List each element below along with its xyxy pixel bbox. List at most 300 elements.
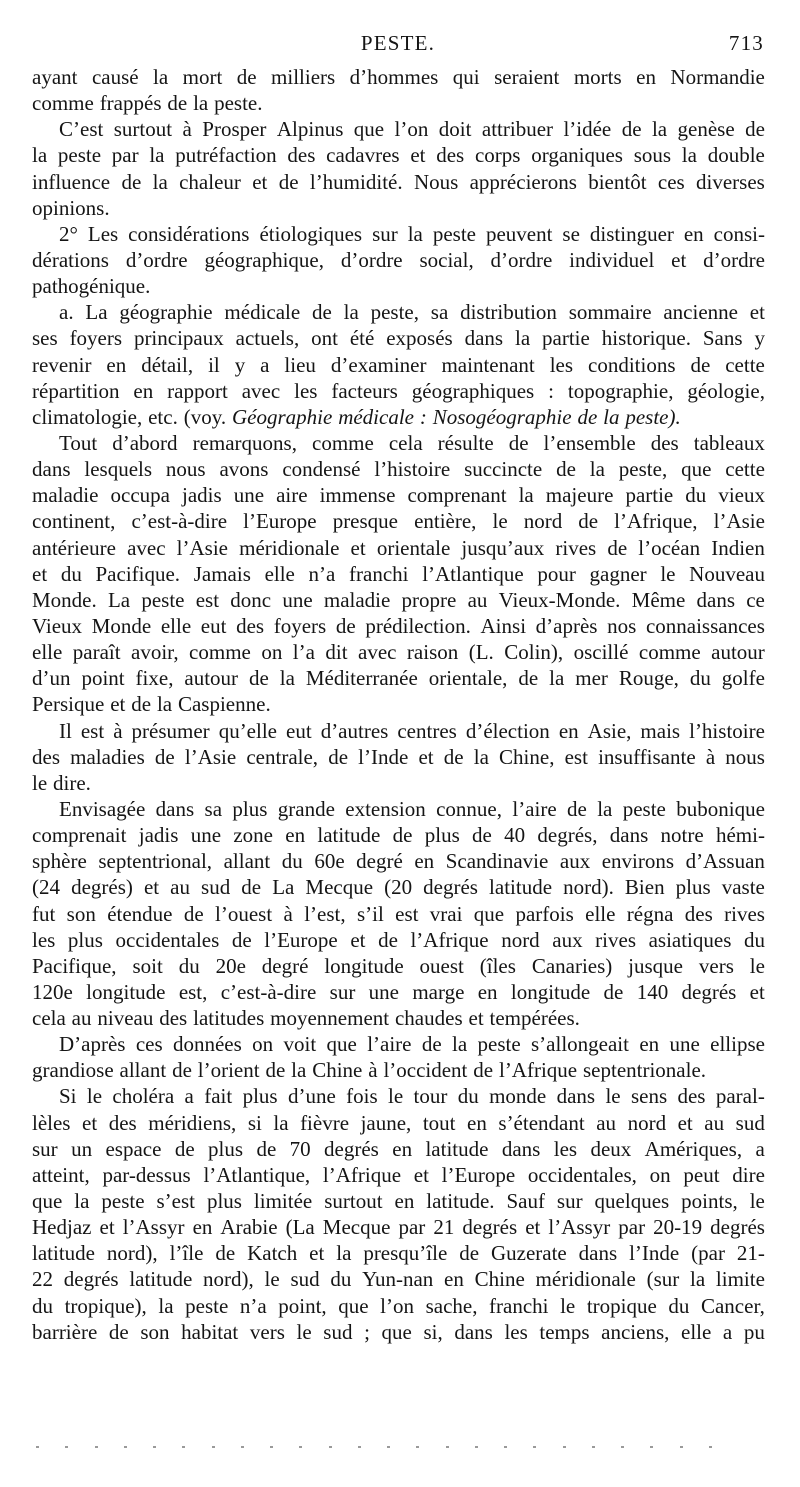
- word: Scandinavie: [445, 849, 549, 874]
- word: facteurs: [331, 378, 398, 403]
- word: nord),: [203, 1267, 254, 1292]
- word: que: [473, 901, 505, 926]
- text-line: [32, 770, 765, 796]
- text-line: [32, 796, 765, 822]
- word: jusqu’aux: [461, 535, 545, 560]
- word: de: [518, 666, 539, 691]
- word: plus: [424, 823, 460, 848]
- word: à: [283, 901, 293, 926]
- word: peste: [477, 1032, 521, 1057]
- word: et: [671, 247, 687, 272]
- word: degrés: [423, 875, 478, 900]
- word: peste: [101, 1189, 145, 1214]
- word: et: [110, 692, 126, 717]
- word: tour: [413, 1084, 448, 1109]
- text-line: [32, 1005, 765, 1031]
- word: elle: [585, 901, 616, 926]
- word: Alpinus: [276, 117, 344, 142]
- word: morts: [573, 65, 622, 89]
- word: nord: [501, 927, 540, 952]
- word: en: [133, 378, 154, 403]
- word: zone: [233, 823, 273, 848]
- word: hémi-: [715, 823, 765, 848]
- word: l’ouest: [215, 901, 273, 926]
- word: du: [457, 1084, 479, 1109]
- word: du: [32, 1293, 53, 1318]
- word: deux: [590, 1136, 632, 1161]
- word: Indien: [711, 535, 765, 560]
- word: dans: [464, 326, 504, 351]
- word: nous: [725, 744, 765, 769]
- word: avons: [219, 457, 269, 482]
- word: et: [350, 535, 366, 560]
- word: à: [705, 744, 716, 769]
- word: le: [492, 509, 508, 534]
- word: marge: [412, 979, 465, 1004]
- word: 20-19: [653, 1215, 703, 1240]
- word: et: [82, 1110, 98, 1135]
- text-line: [32, 953, 765, 979]
- word: de: [328, 744, 349, 769]
- word: Chine: [474, 1267, 525, 1292]
- word: la: [473, 744, 489, 769]
- word: la: [603, 404, 620, 429]
- word: Arabie: [220, 1215, 278, 1240]
- word: la: [518, 483, 534, 508]
- word: une: [282, 587, 313, 612]
- word: jusque: [628, 953, 683, 978]
- word: sache,: [425, 1293, 478, 1318]
- word: et: [677, 1110, 693, 1135]
- word: Cancer,: [700, 1293, 765, 1318]
- word: de: [154, 744, 175, 769]
- word: la: [681, 143, 697, 168]
- word: tempérées.: [489, 1006, 580, 1031]
- word: de: [378, 927, 398, 952]
- text-line: [32, 718, 765, 744]
- word: dit: [325, 640, 348, 665]
- word: attribuer: [481, 117, 554, 142]
- word: de: [236, 65, 257, 89]
- word: occupa: [110, 483, 170, 508]
- word: dérations: [32, 247, 109, 272]
- word: Envisagée: [59, 796, 146, 821]
- word: entière,: [414, 509, 477, 534]
- word: une: [368, 979, 399, 1004]
- word: de: [278, 169, 299, 194]
- word: Les: [87, 221, 119, 246]
- word: moyennement: [270, 1006, 390, 1031]
- word: consi-: [713, 221, 765, 246]
- word: autour: [711, 640, 765, 665]
- word: Monde: [91, 613, 152, 638]
- text-line: [32, 1136, 765, 1162]
- word: l’aire: [512, 796, 557, 821]
- word: grande: [277, 796, 335, 821]
- word: la: [549, 666, 565, 691]
- word: la: [407, 221, 423, 246]
- word: Guzerate: [490, 1241, 567, 1266]
- word: en: [106, 352, 127, 377]
- word: d’Assuan: [685, 849, 765, 874]
- word: du: [668, 1293, 690, 1318]
- word: peste: [185, 1293, 229, 1318]
- word: y: [754, 326, 765, 351]
- text-line: [32, 221, 765, 247]
- word: lèles: [32, 1110, 71, 1135]
- word: Nosogéographie: [432, 404, 572, 429]
- word: peste: [432, 221, 476, 246]
- text-line: [32, 508, 765, 534]
- word: dans: [32, 457, 71, 482]
- word: opinions.: [32, 195, 110, 220]
- word: et: [749, 300, 765, 325]
- word: comme: [312, 430, 374, 455]
- word: à: [113, 718, 123, 743]
- word: données: [172, 1032, 242, 1057]
- word: eut: [200, 613, 227, 638]
- word: presque: [332, 509, 398, 534]
- word: la: [514, 326, 531, 351]
- word: sens: [630, 1084, 668, 1109]
- word: actuels,: [235, 326, 300, 351]
- word: distinguer: [589, 221, 674, 246]
- text-line: [32, 665, 765, 691]
- word: au: [467, 587, 488, 612]
- word: que: [381, 1319, 412, 1344]
- word: l’Assyr: [122, 1215, 185, 1240]
- word: rives: [724, 901, 765, 926]
- word: du: [330, 1267, 352, 1292]
- word: l’Asie: [176, 535, 228, 560]
- word: ce: [746, 587, 765, 612]
- word: et: [418, 744, 434, 769]
- word: rapport: [167, 378, 228, 403]
- word: C’est: [59, 117, 104, 142]
- word: des: [108, 1110, 137, 1135]
- word: individuel: [569, 247, 655, 272]
- word: degré: [356, 849, 403, 874]
- word: il: [208, 352, 220, 377]
- word: la: [690, 1267, 706, 1292]
- word: Pacifique,: [32, 953, 117, 978]
- word: lieu: [284, 352, 316, 377]
- word: de: [556, 457, 576, 482]
- word: Amériques,: [644, 1136, 743, 1161]
- text-line: [32, 456, 765, 482]
- word: connue,: [436, 796, 502, 821]
- word: Géographie: [231, 404, 333, 429]
- word: médicale: [224, 300, 301, 325]
- word: fièvre: [300, 1110, 350, 1135]
- word: point: [81, 666, 125, 691]
- word: étiologiques: [259, 221, 363, 246]
- word: des: [677, 1084, 706, 1109]
- word: d’élection: [465, 718, 550, 743]
- word: sommaire: [568, 300, 652, 325]
- word: d’ordre: [703, 247, 765, 272]
- word: propre: [401, 587, 457, 612]
- word: elle: [160, 613, 192, 638]
- word: eut: [286, 718, 312, 743]
- word: plus: [208, 1136, 244, 1161]
- text-line: [32, 535, 765, 561]
- word: est: [564, 744, 588, 769]
- word: le: [296, 1319, 312, 1344]
- word: par: [618, 1215, 646, 1240]
- word: Bien: [624, 875, 665, 900]
- word: l’île: [169, 1241, 204, 1266]
- word: des: [236, 613, 265, 638]
- word: la: [589, 457, 605, 482]
- word: Prosper: [202, 117, 267, 142]
- word: l’Europe: [243, 509, 317, 534]
- word: ;: [364, 1319, 370, 1344]
- word: a: [755, 1136, 765, 1161]
- word: s’allongeait: [531, 1032, 629, 1057]
- word: peste: [622, 796, 666, 821]
- word: presqu’île: [363, 1241, 448, 1266]
- text-line: [32, 561, 765, 587]
- word: tout: [422, 1110, 456, 1135]
- word: Hedjaz: [32, 1215, 92, 1240]
- word: de: [421, 1032, 442, 1057]
- word: d’ordre: [340, 247, 403, 272]
- word: sur: [329, 979, 356, 1004]
- word: notre: [660, 823, 704, 848]
- word: quelques: [594, 1189, 670, 1214]
- text-line: [32, 979, 765, 1005]
- word: septentrionale.: [583, 1058, 707, 1083]
- text-line: [32, 247, 765, 273]
- word: de: [621, 117, 642, 142]
- word: ont: [311, 326, 338, 351]
- word: social,: [419, 247, 474, 272]
- word: la: [193, 91, 209, 116]
- word: pathogénique.: [32, 274, 151, 299]
- word: dans: [454, 1319, 493, 1344]
- word: été: [349, 326, 375, 351]
- word: l’Atlantique,: [203, 1162, 311, 1187]
- word: d’après: [535, 613, 598, 638]
- word: 20e: [215, 953, 246, 978]
- word: ses: [32, 326, 58, 351]
- word: la: [273, 1110, 289, 1135]
- word: à: [182, 117, 192, 142]
- word: vers: [249, 1319, 285, 1344]
- word: La: [107, 587, 131, 612]
- word: revenir: [32, 352, 92, 377]
- word: c’est-à-dire: [220, 979, 317, 1004]
- word: fait: [204, 1084, 233, 1109]
- word: gagner: [589, 561, 647, 586]
- word: causé: [91, 65, 139, 89]
- word: immense: [319, 483, 396, 508]
- word: en: [392, 1136, 413, 1161]
- text-line: [32, 169, 765, 195]
- word: l’est,: [304, 901, 346, 926]
- word: sud: [323, 1319, 353, 1344]
- word: c’est-à-dire: [131, 509, 228, 534]
- word: longitude: [324, 953, 404, 978]
- word: plus: [675, 875, 711, 900]
- word: et: [410, 143, 426, 168]
- word: elle: [681, 1319, 712, 1344]
- word: de: [183, 901, 204, 926]
- word: avec: [241, 378, 281, 403]
- word: l’Afrique: [498, 1058, 578, 1083]
- word: la: [597, 796, 613, 821]
- word: l’Inde: [629, 1241, 680, 1266]
- word: maladies: [70, 744, 145, 769]
- word: répartition: [32, 378, 120, 403]
- word: fixe,: [135, 666, 174, 691]
- word: l’Inde: [358, 744, 409, 769]
- word: principaux: [133, 326, 224, 351]
- word: rives: [555, 535, 597, 560]
- word: tropique),: [64, 1293, 147, 1318]
- word: que: [32, 1189, 63, 1214]
- word: par-dessus: [102, 1162, 191, 1187]
- word: jaune,: [360, 1110, 412, 1135]
- word: et: [99, 1215, 115, 1240]
- word: Méditerranée: [305, 666, 418, 691]
- word: degrés: [63, 1267, 119, 1292]
- word: latitude: [489, 875, 553, 900]
- word: limitée: [253, 1189, 313, 1214]
- word: Mecque: [322, 1215, 391, 1240]
- word: n’a: [239, 1293, 267, 1318]
- word: de: [745, 117, 765, 142]
- text-line: [32, 691, 765, 717]
- word: donc: [230, 587, 272, 612]
- word: surtout: [324, 1189, 383, 1214]
- word: Caspienne.: [177, 692, 271, 717]
- word: la: [279, 666, 295, 691]
- word: une: [669, 1032, 700, 1057]
- word: Si: [59, 1084, 77, 1109]
- word: que: [338, 1293, 369, 1318]
- word: les: [294, 378, 318, 403]
- word: en: [683, 221, 704, 246]
- word: ouest: [419, 953, 464, 978]
- word: La: [85, 300, 108, 325]
- word: la: [336, 1241, 352, 1266]
- word: l’on: [380, 1293, 414, 1318]
- word: nord: [627, 1110, 667, 1135]
- word: (24: [32, 875, 60, 900]
- word: d’examiner: [330, 352, 427, 377]
- word: longitude: [510, 979, 591, 1004]
- word: l’Atlantique: [422, 561, 524, 586]
- word: nos: [607, 613, 637, 638]
- word: est,: [178, 979, 208, 1004]
- word: la: [343, 300, 359, 325]
- word: fois: [346, 1084, 378, 1109]
- word: ces: [657, 169, 685, 194]
- word: frappés: [99, 91, 162, 116]
- word: comme: [638, 640, 701, 665]
- body-text: [32, 64, 765, 1345]
- word: La: [272, 875, 295, 900]
- word: le: [660, 561, 676, 586]
- word: Persique: [32, 692, 105, 717]
- word: a: [260, 352, 270, 377]
- word: corps: [474, 143, 521, 168]
- word: sphère: [32, 849, 87, 874]
- word: franchi: [349, 561, 409, 586]
- word: en: [444, 1267, 464, 1292]
- word: aux: [552, 927, 583, 952]
- word: Chine: [312, 1058, 363, 1083]
- word: organiques: [531, 143, 623, 168]
- word: longitude: [86, 979, 166, 1004]
- word: la: [452, 1032, 468, 1057]
- word: centres: [397, 718, 457, 743]
- word: (par: [691, 1241, 725, 1266]
- word: condensé: [282, 457, 361, 482]
- word: du: [60, 561, 82, 586]
- word: étendue: [107, 901, 173, 926]
- word: en: [192, 1215, 213, 1240]
- word: une: [233, 483, 265, 508]
- word: qu’elle: [218, 718, 277, 743]
- word: l’humidité.: [309, 169, 403, 194]
- word: orientale: [376, 535, 451, 560]
- word: et: [468, 1006, 484, 1031]
- word: Même: [631, 587, 686, 612]
- word: résulte: [437, 430, 494, 455]
- word: Katch: [247, 1241, 298, 1266]
- word: latitude: [129, 1267, 193, 1292]
- word: latitude: [32, 1241, 95, 1266]
- word: milliers: [271, 65, 336, 89]
- text-line: [32, 822, 765, 848]
- word: 140: [636, 979, 669, 1004]
- word: 21-: [736, 1241, 765, 1266]
- word: autour: [184, 666, 239, 691]
- word: parfois: [515, 901, 574, 926]
- word: 21: [433, 1215, 455, 1240]
- word: Sauf: [506, 1189, 545, 1214]
- word: avec: [127, 535, 166, 560]
- word: a: [722, 1319, 733, 1344]
- word: son: [66, 901, 96, 926]
- bottom-dotted-rule: [36, 1444, 712, 1450]
- word: sud: [290, 1267, 320, 1292]
- word: peut: [683, 1162, 720, 1187]
- word: distribution: [460, 300, 557, 325]
- word: le: [32, 770, 48, 795]
- word: la: [158, 1293, 174, 1318]
- word: Nous: [413, 169, 459, 194]
- word: géologie,: [687, 378, 765, 403]
- word: sud: [201, 875, 231, 900]
- word: de: [108, 1319, 129, 1344]
- word: atteint,: [32, 1162, 90, 1187]
- word: Tout: [59, 430, 98, 455]
- word: Ainsi: [480, 613, 527, 638]
- word: vaste: [721, 875, 765, 900]
- word: de: [607, 535, 628, 560]
- word: détail,: [141, 352, 194, 377]
- word: aire: [276, 483, 308, 508]
- word: sur: [32, 1136, 58, 1161]
- word: l’aire: [367, 1032, 412, 1057]
- word: le: [264, 1267, 280, 1292]
- word: l’on: [394, 117, 429, 142]
- word: latitude: [317, 823, 381, 848]
